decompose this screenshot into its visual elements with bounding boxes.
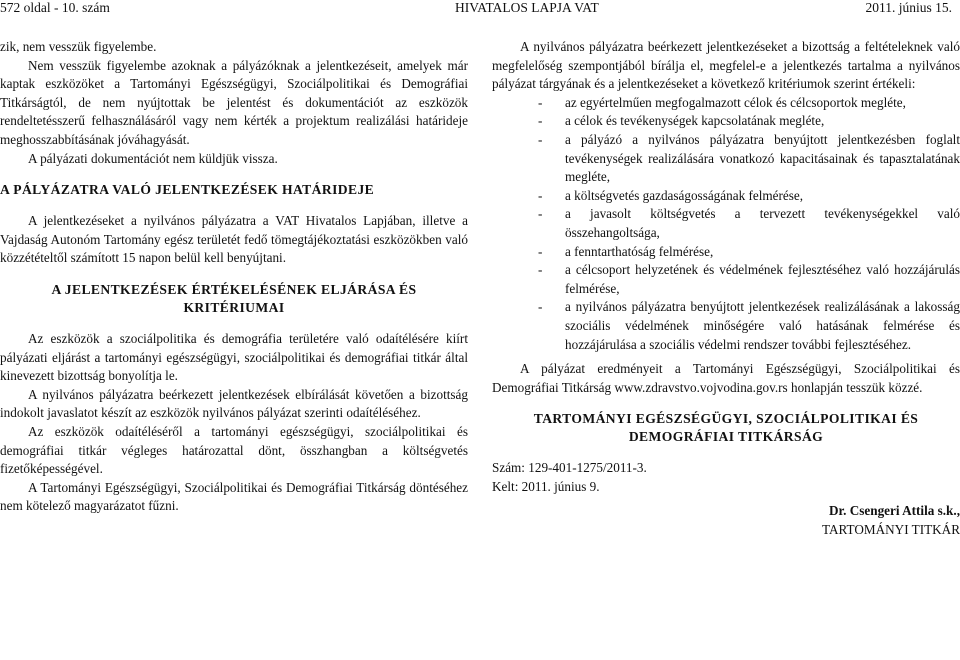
list-item: - a nyilvános pályázatra benyújtott jelentkezések realizálásának a lakosság szociális védelmének minőségére való hatásának felmérése és hozzájárulása a szociális védelmi rendszer további fejlesztéséhez. [538,299,960,352]
paragraph: A Tartományi Egészségügyi, Szociálpolitikai és Demográfiai Titkárság döntéséhez nem kötelező magyarázatot fűzni. [0,479,468,514]
paragraph: zik, nem vesszük figyelembe. [0,39,157,54]
criteria-list [492,94,960,354]
document-date: Kelt: 2011. június 9. [492,478,600,494]
list-item: - a pályázó a nyilvános pályázatra benyújtott jelentkezésben foglalt tevékenységek realizálására vonatkozó kapacitásainak és tapasztalatának megléte, [538,131,960,185]
issuer-heading: TARTOMÁNYI EGÉSZSÉGÜGYI, SZOCIÁLPOLITIKAI ÉS DEMOGRÁFIAI TITKÁRSÁG [533,411,919,445]
list-item: - a célcsoport helyzetének és védelmének fejlesztéséhez való hozzájárulás felmérése, [538,262,960,296]
list-item: - az egyértelműen megfogalmazott célok és célcsoportok megléte, [538,94,906,110]
list-item: - a javasolt költségvetés a tervezett tevékenységekkel való összehangoltsága, [538,206,960,240]
section-heading: A PÁLYÁZATRA VALÓ JELENTKEZÉSEK HATÁRIDEJE [0,182,375,198]
page-header [0,0,960,18]
left-column [0,38,468,516]
right-column [492,38,960,540]
paragraph: A pályázati dokumentációt nem küldjük vissza. [28,150,278,166]
list-item: - a költségvetés gazdaságosságának felmérése, [538,187,804,203]
list-item: - a célok és tevékenységek kapcsolatának megléte, [538,113,825,129]
page-number: 572 oldal - 10. szám [0,0,110,15]
journal-title: HIVATALOS LAPJA VAT [455,0,599,15]
list-item: - a fenntarthatóság felmérése, [538,243,714,259]
paragraph: Az eszközök a szociálpolitika és demográfia területére való odaítélésére kiírt pályázati eljárást a tartományi egészségügyi, szociálpolitikai és demográfiai titkár által kinevezett bizottság bonyolítja le. [0,330,468,384]
document-number: Szám: 129-401-1275/2011-3. [492,460,647,476]
paragraph: A nyilvános pályázatra beérkezett jelentkezéseket a bizottság a feltételeknek való megfelelőség szempontjából bírálja el, megfelel-e a jelentkezés tartalma a nyilvános pályázat tárgyának és a jelentkezéseket a következő kritériumok szerint értékeli: [492,39,960,92]
section-heading: A JELENTKEZÉSEK ÉRTÉKELÉSÉNEK ELJÁRÁSA ÉS KRITÉRIUMAI [51,281,417,315]
paragraph: Nem vesszük figyelembe azoknak a pályázóknak a jelentkezéseit, amelyek már kaptak eszközöket a Tartományi Egészségügyi, Szociálpolitikai és Demográfiai Titkárságtól, de nem nyújtottak be jelentést és dokumentációt az eszközök rendeltetésszerű felhasználásáról vagy nem kérték a projektum realizálási határideje meghosszabbításának jóváhagyását. [0,57,468,147]
paragraph: Az eszközök odaítéléséről a tartományi egészségügyi, szociálpolitikai és demográfiai titkár végleges határozattal dönt, összhangban a költségvetés fizetőképességével. [0,423,468,477]
issue-date: 2011. június 15. [865,0,952,15]
paragraph: A nyilvános pályázatra beérkezett jelentkezések elbírálását követően a bizottság indokolt javaslatot készít az eszközök nyilvános pályázat szerinti odaítéléséhez. [0,386,468,421]
paragraph: A pályázat eredményeit a Tartományi Egészségügyi, Szociálpolitikai és Demográfiai Titkárság www.zdravstvo.vojvodina.gov.rs honlapján tesszük közzé. [492,361,960,395]
signer-name: Dr. Csengeri Attila s.k., [828,503,960,519]
paragraph: A jelentkezéseket a nyilvános pályázatra a VAT Hivatalos Lapjában, illetve a Vajdaság Autonóm Tartomány egész területét fedő tömegtájékoztatási eszközökben való közzétételtől számított 15 napon belül kell benyújtani. [0,213,468,266]
signer-title: TARTOMÁNYI TITKÁR [822,522,960,538]
